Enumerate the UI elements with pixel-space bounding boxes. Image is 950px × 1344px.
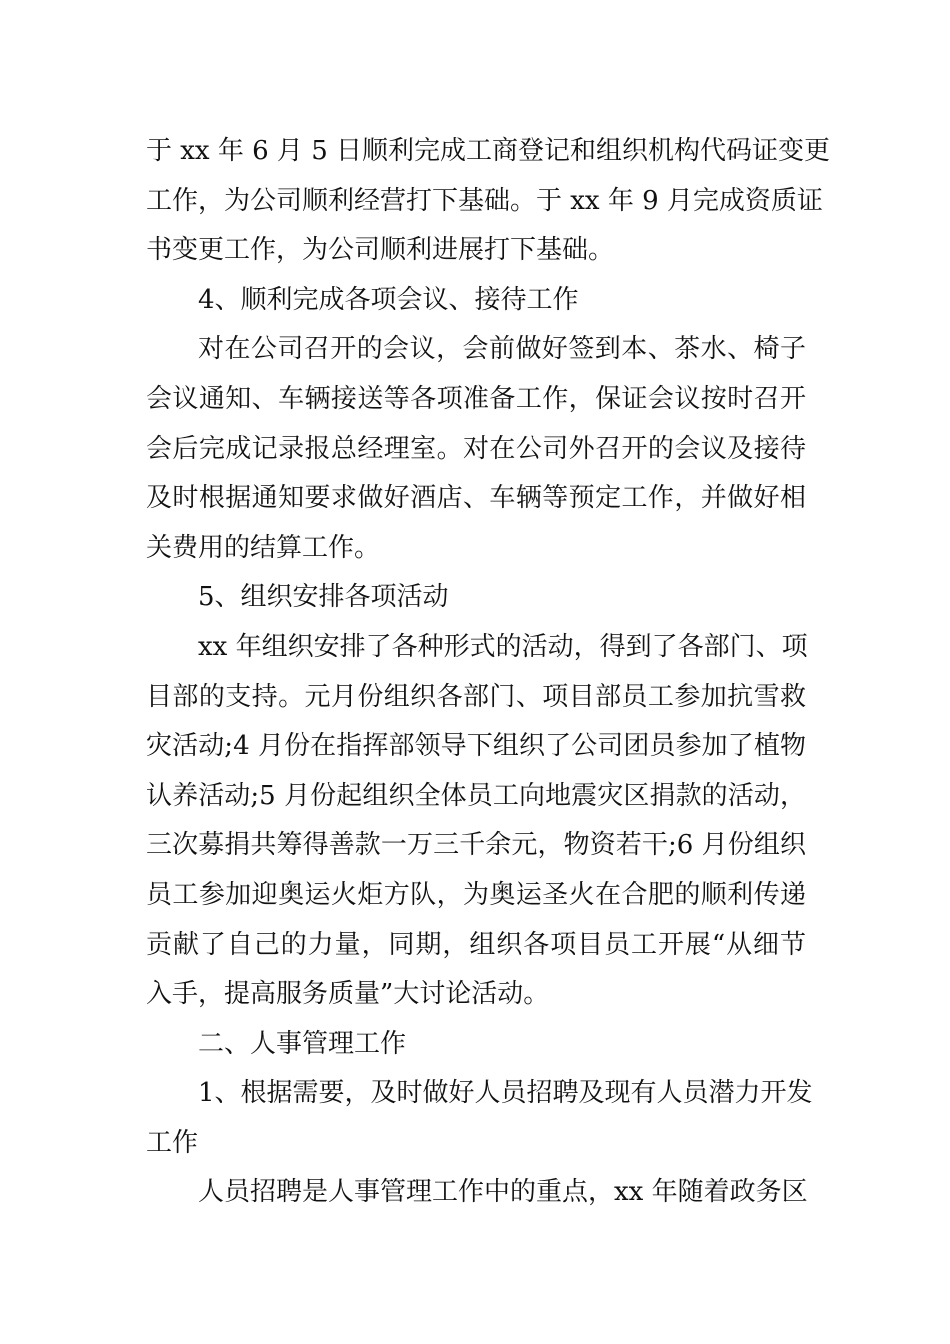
section-heading: 5、组织安排各项活动	[198, 582, 449, 613]
paragraph-line: 关费用的结算工作。	[146, 532, 381, 563]
paragraph-line: xx 年组织安排了各种形式的活动，得到了各部门、项	[198, 631, 808, 662]
section-heading-continuation: 工作	[146, 1127, 199, 1158]
paragraph-line: 入手，提高服务质量”大讨论活动。	[146, 979, 550, 1010]
paragraph-line: 三次募捐共筹得善款一万三千余元，物资若干;6 月份组织	[146, 830, 806, 861]
paragraph-line: 员工参加迎奥运火炬方队，为奥运圣火在合肥的顺利传递	[146, 879, 806, 910]
paragraph-line: 贡献了自己的力量，同期，组织各项目员工开展“从细节	[146, 929, 806, 960]
paragraph-line: 会议通知、车辆接送等各项准备工作，保证会议按时召开	[146, 383, 806, 414]
section-heading: 二、人事管理工作	[198, 1028, 407, 1059]
section-heading: 1、根据需要，及时做好人员招聘及现有人员潜力开发	[198, 1078, 813, 1109]
paragraph-line: 于 xx 年 6 月 5 日顺利完成工商登记和组织机构代码证变更	[146, 136, 830, 166]
section-heading: 4、顺利完成各项会议、接待工作	[198, 284, 579, 315]
paragraph-line: 对在公司召开的会议，会前做好签到本、茶水、椅子	[198, 334, 806, 365]
paragraph-line: 及时根据通知要求做好酒店、车辆等预定工作，并做好相	[146, 483, 806, 514]
paragraph-line: 人员招聘是人事管理工作中的重点，xx 年随着政务区	[198, 1177, 808, 1208]
paragraph-line: 灾活动;4 月份在指挥部领导下组织了公司团员参加了植物	[146, 731, 806, 762]
paragraph-line: 工作，为公司顺利经营打下基础。于 xx 年 9 月完成资质证	[146, 185, 823, 216]
paragraph-line: 目部的支持。元月份组织各部门、项目部员工参加抗雪救	[146, 681, 806, 712]
paragraph-line: 书变更工作，为公司顺利进展打下基础。	[146, 235, 615, 266]
document-body	[146, 127, 830, 1218]
paragraph-line: 认养活动;5 月份起组织全体员工向地震灾区捐款的活动，	[146, 780, 806, 811]
paragraph-line: 会后完成记录报总经理室。对在公司外召开的会议及接待	[146, 433, 806, 464]
